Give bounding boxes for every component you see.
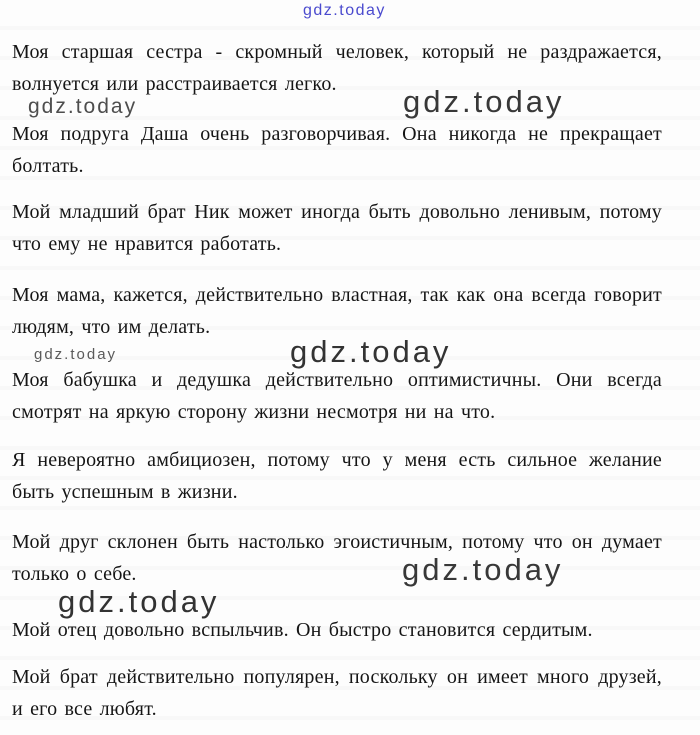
paragraph-friend-dasha: Моя подруга Даша очень разговорчивая. Она никогда не прекращает болтать.: [12, 123, 662, 177]
paragraph-father-hot-tempered: Мой отец довольно вспыльчив. Он быстро становится сердитым.: [12, 619, 593, 641]
watermark-upper-right: gdz.today: [403, 84, 565, 119]
paragraph-younger-brother-nick: Мой младший брат Ник может иногда быть довольно ленивым, потому что ему не нравится работать.: [12, 201, 662, 255]
watermark-middle-center: gdz.today: [290, 334, 452, 369]
paragraph-friend-selfish: Мой друг склонен быть настолько эгоистичным, потому что он думает только о себе.: [12, 531, 662, 585]
paragraph-older-sister: Моя старшая сестра - скромный человек, который не раздражается, волнуется или расстраивается легко.: [12, 41, 662, 95]
watermark-lower-right: gdz.today: [402, 552, 564, 587]
paragraph-mother-bossy: Моя мама, кажется, действительно властная, так как она всегда говорит людям, что им делать.: [12, 284, 662, 338]
paragraph-i-ambitious: Я невероятно амбициозен, потому что у меня есть сильное желание быть успешным в жизни.: [12, 449, 662, 503]
watermark-lower-left: gdz.today: [58, 584, 220, 619]
watermark-top-center-blue: gdz.today: [303, 2, 386, 19]
watermark-middle-left-small: gdz.today: [34, 346, 118, 363]
watermark-upper-left: gdz.today: [28, 95, 138, 118]
paragraph-brother-popular: Мой брат действительно популярен, поскольку он имеет много друзей, и его все любят.: [12, 666, 662, 720]
paragraph-grandparents-optimistic: Моя бабушка и дедушка действительно оптимистичны. Они всегда смотрят на яркую сторону жизни несмотря ни на что.: [12, 369, 662, 423]
